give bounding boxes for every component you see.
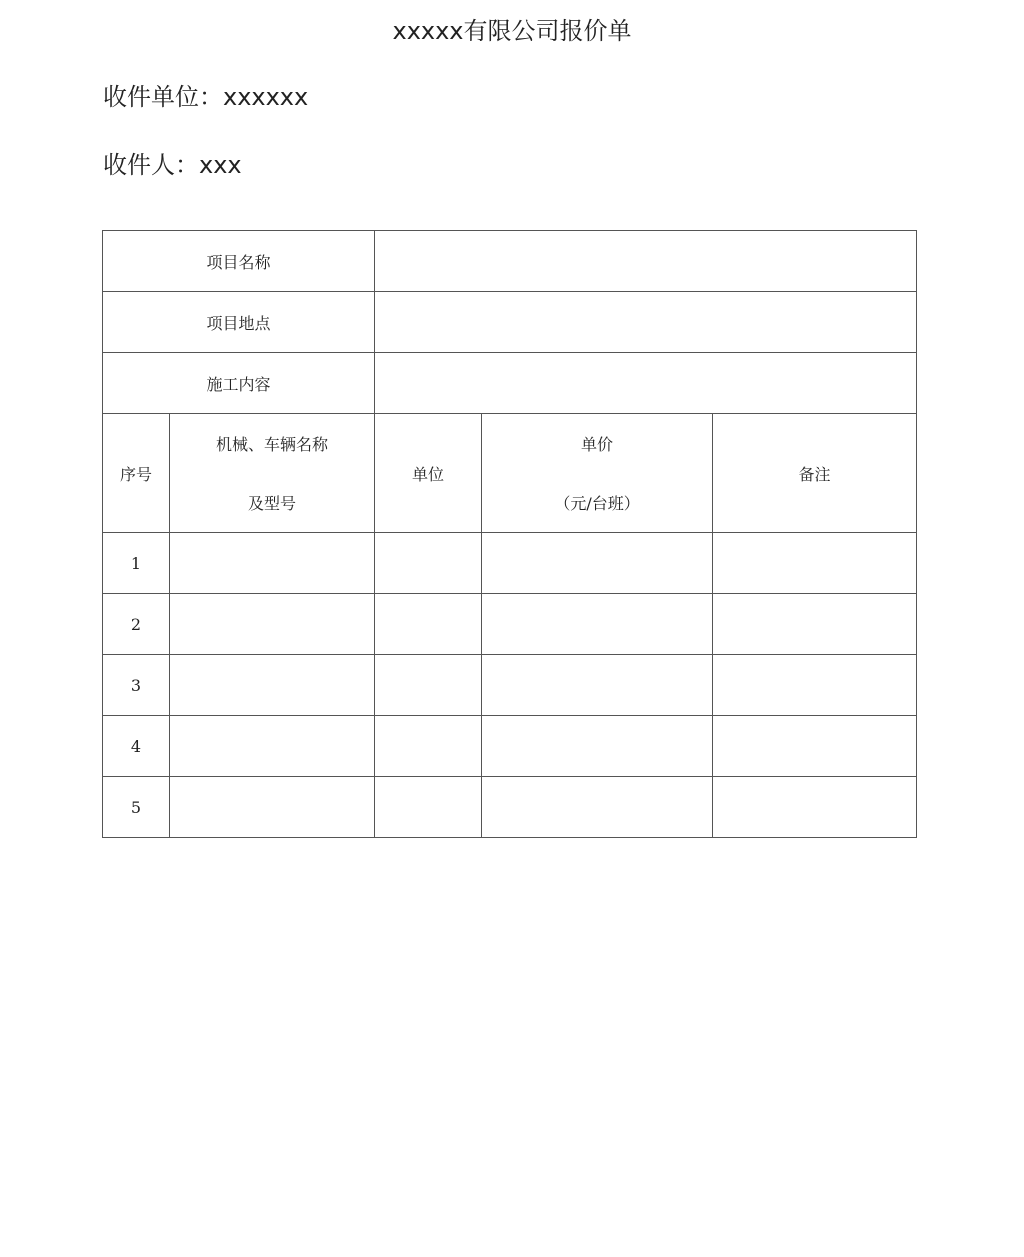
column-header-name-line1: 机械、车辆名称 [216, 435, 329, 454]
column-header-unit: 单位 [375, 414, 482, 533]
info-value-cell[interactable] [375, 353, 917, 414]
row-seq: 3 [103, 655, 170, 716]
table-row [103, 594, 917, 655]
row-remark-cell[interactable] [713, 594, 917, 655]
row-price-cell[interactable] [482, 594, 713, 655]
row-seq: 4 [103, 716, 170, 777]
info-value-cell[interactable] [375, 292, 917, 353]
table-row [103, 655, 917, 716]
row-unit-cell[interactable] [375, 594, 482, 655]
table-row [103, 533, 917, 594]
info-row-construction-content [103, 353, 917, 414]
row-seq: 1 [103, 533, 170, 594]
table-header-row [103, 414, 917, 533]
column-header-name-line2: 及型号 [248, 494, 297, 513]
table-row [103, 716, 917, 777]
info-label: 项目地点 [103, 292, 375, 353]
column-header-price-line1: 单价 [581, 435, 614, 454]
row-price-cell[interactable] [482, 655, 713, 716]
table-row [103, 777, 917, 838]
column-header-seq: 序号 [103, 414, 170, 533]
row-name-cell[interactable] [170, 777, 375, 838]
quote-table [102, 230, 917, 838]
row-name-cell[interactable] [170, 716, 375, 777]
info-label: 施工内容 [103, 353, 375, 414]
column-header-price [482, 414, 713, 533]
row-name-cell[interactable] [170, 655, 375, 716]
row-price-cell[interactable] [482, 716, 713, 777]
info-row-project-location [103, 292, 917, 353]
row-seq: 2 [103, 594, 170, 655]
column-header-remark: 备注 [713, 414, 917, 533]
row-unit-cell[interactable] [375, 655, 482, 716]
row-unit-cell[interactable] [375, 777, 482, 838]
row-remark-cell[interactable] [713, 777, 917, 838]
row-unit-cell[interactable] [375, 716, 482, 777]
row-seq: 5 [103, 777, 170, 838]
row-unit-cell[interactable] [375, 533, 482, 594]
row-name-cell[interactable] [170, 594, 375, 655]
info-row-project-name [103, 231, 917, 292]
row-price-cell[interactable] [482, 533, 713, 594]
document-title: xxxxx有限公司报价单 [392, 17, 632, 45]
info-value-cell[interactable] [375, 231, 917, 292]
row-remark-cell[interactable] [713, 655, 917, 716]
row-price-cell[interactable] [482, 777, 713, 838]
row-name-cell[interactable] [170, 533, 375, 594]
row-remark-cell[interactable] [713, 716, 917, 777]
row-remark-cell[interactable] [713, 533, 917, 594]
recipient-unit: 收件单位：xxxxxx [103, 83, 309, 111]
column-header-price-line2: （元/台班） [554, 494, 640, 513]
info-label: 项目名称 [103, 231, 375, 292]
column-header-name [170, 414, 375, 533]
recipient-person: 收件人：xxx [103, 151, 242, 179]
